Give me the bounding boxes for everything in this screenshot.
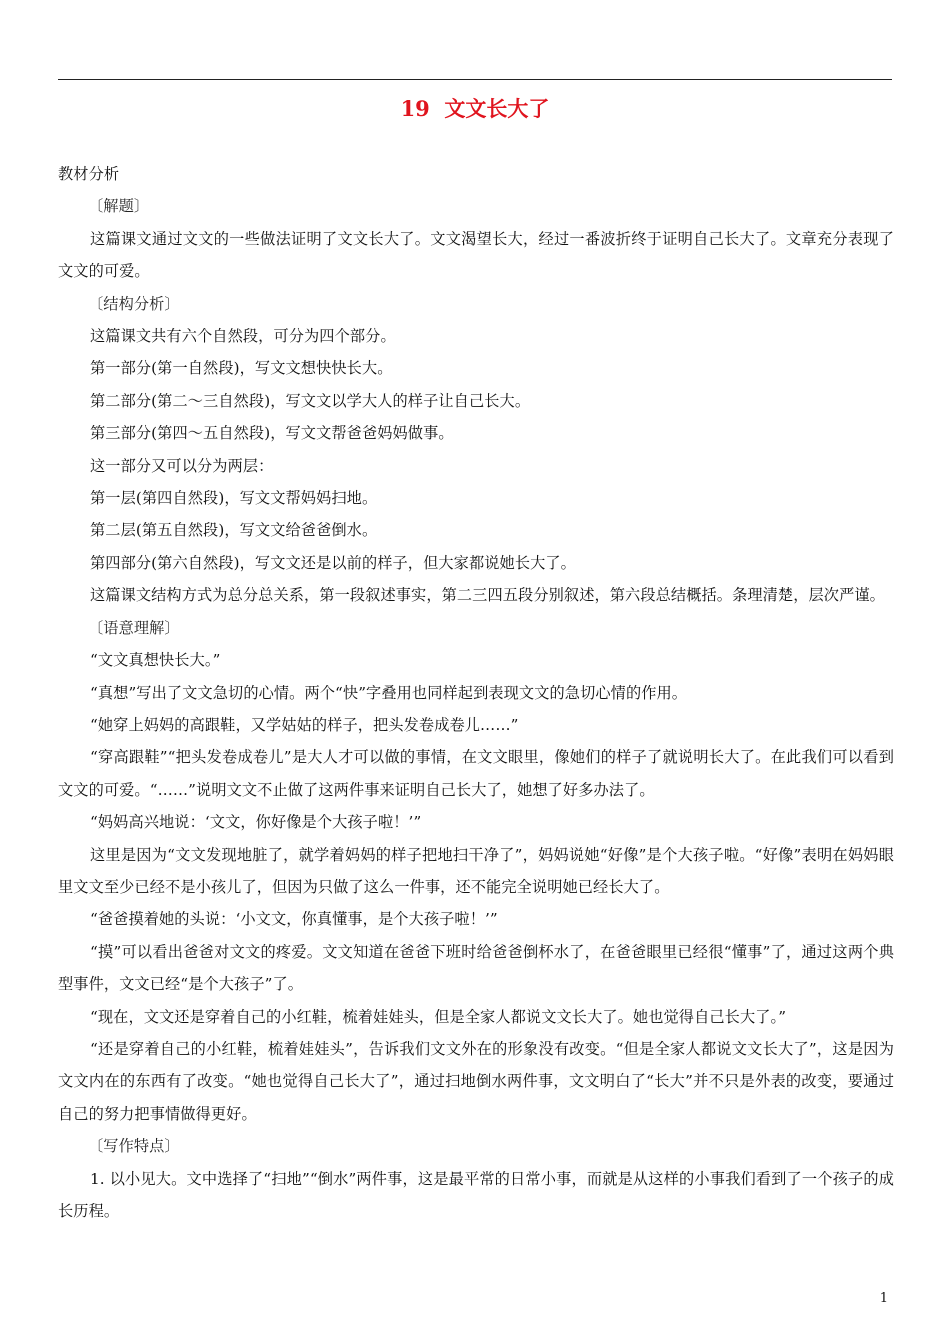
document-title (0, 94, 950, 124)
body-paragraph: “摸”可以看出爸爸对文文的疼爱。文文知道在爸爸下班时给爸爸倒杯水了，在爸爸眼里已经很“懂事”了，通过这两个典型事件，文文已经“是个大孩子”了。 (58, 942, 894, 994)
title-number: 19 (400, 96, 430, 121)
page-number: 1 (879, 1291, 888, 1306)
body-paragraph: 这篇课文结构方式为总分总关系，第一段叙述事实，第二三四五段分别叙述，第六段总结概括。条理清楚，层次严谨。 (90, 586, 885, 605)
section-label: 〔结构分析〕 (88, 294, 180, 313)
body-paragraph: 这里是因为“文文发现地脏了，就学着妈妈的样子把地扫干净了”，妈妈说她“好像”是个大孩子啦。“好像”表明在妈妈眼里文文至少已经不是小孩儿了，但因为只做了这么一件事，还不能完全说明她已经长大了。 (58, 845, 894, 896)
body-paragraph: “真想”写出了文文急切的心情。两个“快”字叠用也同样起到表现文文的急切心情的作用。 (90, 683, 688, 702)
section-label: 〔语意理解〕 (88, 618, 180, 637)
section-label: 〔写作特点〕 (88, 1137, 180, 1156)
body-paragraph: 这篇课文共有六个自然段，可分为四个部分。 (90, 327, 396, 346)
body-paragraph: “还是穿着自己的小红鞋，梳着娃娃头”，告诉我们文文外在的形象没有改变。“但是全家人都说文文长大了”，这是因为文文内在的东西有了改变。“她也觉得自己长大了”，通过扫地倒水两件事，文文明白了“长大”并不只是外表的改变，要通过自己的努力把事情做得更好。 (58, 1039, 894, 1123)
paragraph-list (58, 190, 894, 1227)
body-paragraph: “她穿上妈妈的高跟鞋，又学姑姑的样子，把头发卷成卷儿……” (90, 715, 519, 734)
body-paragraph: 这篇课文通过文文的一些做法证明了文文长大了。文文渴望长大，经过一番波折终于证明自己长大了。文章充分表现了文文的可爱。 (58, 229, 894, 281)
body-paragraph: “爸爸摸着她的头说：‘小文文，你真懂事，是个大孩子啦！’” (90, 910, 498, 929)
body-paragraph: “现在，文文还是穿着自己的小红鞋，梳着娃娃头，但是全家人都说文文长大了。她也觉得自己长大了。” (90, 1007, 787, 1026)
body-paragraph: 第三部分(第四～五自然段)，写文文帮爸爸妈妈做事。 (90, 424, 454, 443)
body-paragraph: “穿高跟鞋”“把头发卷成卷儿”是大人才可以做的事情，在文文眼里，像她们的样子了就说明长大了。在此我们可以看到文文的可爱。“……”说明文文不止做了这两件事来证明自己长大了，她想了好多办法了。 (58, 748, 894, 799)
body-paragraph: 第二层(第五自然段)，写文文给爸爸倒水。 (90, 521, 378, 540)
section-heading-textbook-analysis: 教材分析 (58, 165, 120, 183)
body-paragraph: 第一层(第四自然段)，写文文帮妈妈扫地。 (90, 489, 378, 508)
body-paragraph: 1. 以小见大。文中选择了“扫地”“倒水”两件事，这是最平常的日常小事，而就是从这样的小事我们看到了一个孩子的成长历程。 (58, 1169, 894, 1220)
document-body (58, 158, 894, 1227)
body-paragraph: “文文真想快长大。” (90, 651, 221, 670)
body-paragraph: 第四部分(第六自然段)，写文文还是以前的样子，但大家都说她长大了。 (90, 553, 576, 572)
body-paragraph: 第一部分(第一自然段)，写文文想快快长大。 (90, 359, 393, 378)
body-paragraph: 第二部分(第二～三自然段)，写文文以学大人的样子让自己长大。 (90, 391, 531, 410)
title-text: 文文长大了 (444, 96, 550, 121)
header-rule (58, 79, 892, 80)
body-paragraph: 这一部分又可以分为两层： (90, 456, 274, 475)
section-label: 〔解题〕 (88, 197, 150, 216)
body-paragraph: “妈妈高兴地说：‘文文，你好像是个大孩子啦！’” (90, 813, 422, 832)
